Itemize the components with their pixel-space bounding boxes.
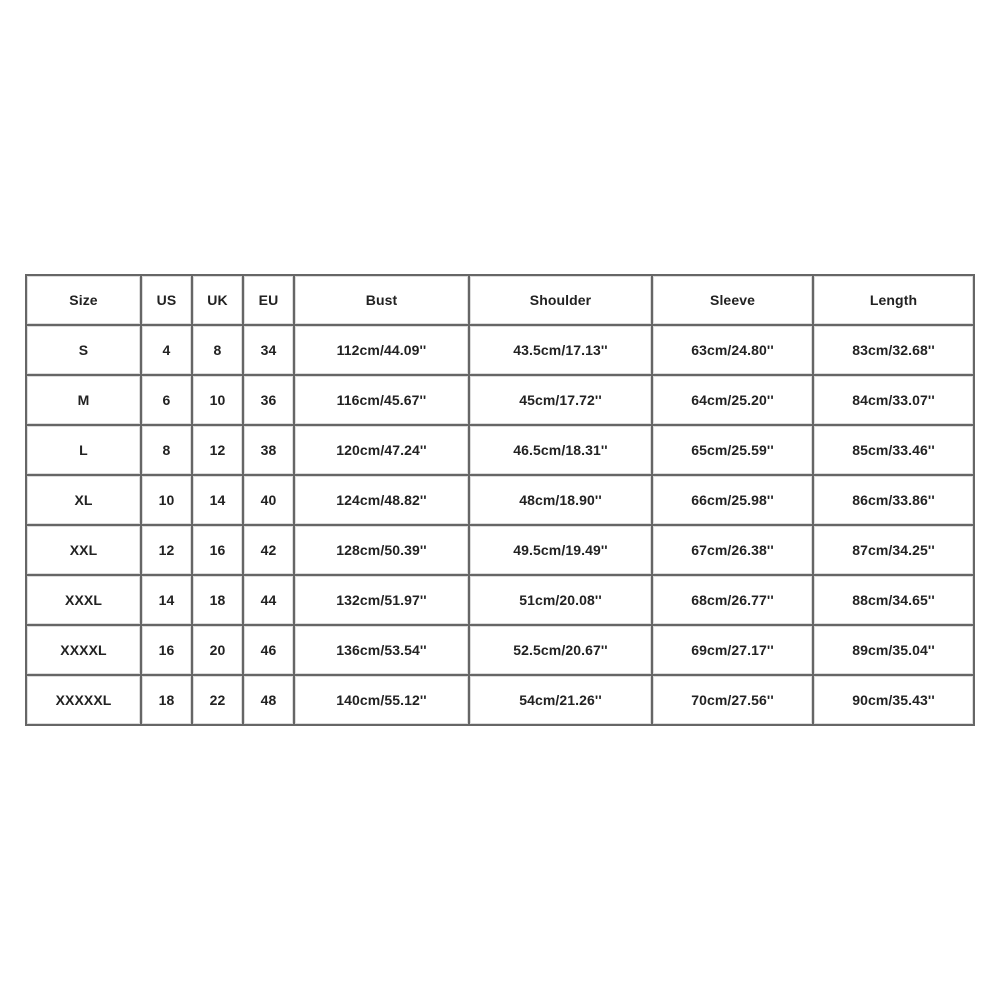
cell-sleeve: 69cm/27.17'' bbox=[652, 625, 813, 675]
cell-size: XXXXXL bbox=[26, 675, 141, 725]
header-us: US bbox=[141, 275, 192, 325]
cell-uk: 14 bbox=[192, 475, 243, 525]
cell-eu: 36 bbox=[243, 375, 294, 425]
cell-sleeve: 67cm/26.38'' bbox=[652, 525, 813, 575]
table-row bbox=[26, 475, 974, 525]
cell-bust: 120cm/47.24'' bbox=[294, 425, 469, 475]
cell-shoulder: 43.5cm/17.13'' bbox=[469, 325, 652, 375]
cell-bust: 132cm/51.97'' bbox=[294, 575, 469, 625]
cell-eu: 46 bbox=[243, 625, 294, 675]
cell-us: 8 bbox=[141, 425, 192, 475]
cell-us: 14 bbox=[141, 575, 192, 625]
header-eu: EU bbox=[243, 275, 294, 325]
cell-eu: 44 bbox=[243, 575, 294, 625]
cell-bust: 136cm/53.54'' bbox=[294, 625, 469, 675]
cell-length: 88cm/34.65'' bbox=[813, 575, 974, 625]
cell-sleeve: 64cm/25.20'' bbox=[652, 375, 813, 425]
cell-eu: 42 bbox=[243, 525, 294, 575]
header-size: Size bbox=[26, 275, 141, 325]
cell-us: 18 bbox=[141, 675, 192, 725]
cell-us: 10 bbox=[141, 475, 192, 525]
cell-us: 12 bbox=[141, 525, 192, 575]
cell-length: 87cm/34.25'' bbox=[813, 525, 974, 575]
cell-shoulder: 51cm/20.08'' bbox=[469, 575, 652, 625]
cell-length: 85cm/33.46'' bbox=[813, 425, 974, 475]
cell-bust: 140cm/55.12'' bbox=[294, 675, 469, 725]
cell-size: XXXXL bbox=[26, 625, 141, 675]
table-row bbox=[26, 575, 974, 625]
cell-sleeve: 68cm/26.77'' bbox=[652, 575, 813, 625]
cell-uk: 12 bbox=[192, 425, 243, 475]
cell-sleeve: 66cm/25.98'' bbox=[652, 475, 813, 525]
table-row bbox=[26, 325, 974, 375]
cell-uk: 16 bbox=[192, 525, 243, 575]
cell-us: 6 bbox=[141, 375, 192, 425]
header-bust: Bust bbox=[294, 275, 469, 325]
header-shoulder: Shoulder bbox=[469, 275, 652, 325]
cell-size: M bbox=[26, 375, 141, 425]
table-row bbox=[26, 375, 974, 425]
cell-size: XXXL bbox=[26, 575, 141, 625]
cell-uk: 8 bbox=[192, 325, 243, 375]
cell-eu: 40 bbox=[243, 475, 294, 525]
cell-eu: 34 bbox=[243, 325, 294, 375]
table-header-row bbox=[26, 275, 974, 325]
cell-uk: 20 bbox=[192, 625, 243, 675]
table-row bbox=[26, 425, 974, 475]
cell-us: 16 bbox=[141, 625, 192, 675]
cell-length: 83cm/32.68'' bbox=[813, 325, 974, 375]
cell-shoulder: 46.5cm/18.31'' bbox=[469, 425, 652, 475]
cell-shoulder: 49.5cm/19.49'' bbox=[469, 525, 652, 575]
cell-uk: 22 bbox=[192, 675, 243, 725]
cell-length: 84cm/33.07'' bbox=[813, 375, 974, 425]
cell-eu: 48 bbox=[243, 675, 294, 725]
cell-uk: 18 bbox=[192, 575, 243, 625]
cell-bust: 116cm/45.67'' bbox=[294, 375, 469, 425]
header-uk: UK bbox=[192, 275, 243, 325]
size-chart-table bbox=[25, 274, 975, 726]
cell-shoulder: 52.5cm/20.67'' bbox=[469, 625, 652, 675]
cell-size: XXL bbox=[26, 525, 141, 575]
cell-us: 4 bbox=[141, 325, 192, 375]
cell-bust: 112cm/44.09'' bbox=[294, 325, 469, 375]
cell-shoulder: 48cm/18.90'' bbox=[469, 475, 652, 525]
table-row bbox=[26, 625, 974, 675]
cell-length: 86cm/33.86'' bbox=[813, 475, 974, 525]
cell-size: XL bbox=[26, 475, 141, 525]
table-row bbox=[26, 675, 974, 725]
header-length: Length bbox=[813, 275, 974, 325]
cell-eu: 38 bbox=[243, 425, 294, 475]
cell-size: S bbox=[26, 325, 141, 375]
cell-length: 90cm/35.43'' bbox=[813, 675, 974, 725]
cell-sleeve: 63cm/24.80'' bbox=[652, 325, 813, 375]
table-row bbox=[26, 525, 974, 575]
cell-sleeve: 70cm/27.56'' bbox=[652, 675, 813, 725]
cell-shoulder: 54cm/21.26'' bbox=[469, 675, 652, 725]
cell-sleeve: 65cm/25.59'' bbox=[652, 425, 813, 475]
cell-size: L bbox=[26, 425, 141, 475]
cell-uk: 10 bbox=[192, 375, 243, 425]
cell-bust: 128cm/50.39'' bbox=[294, 525, 469, 575]
table-body bbox=[26, 325, 974, 725]
cell-shoulder: 45cm/17.72'' bbox=[469, 375, 652, 425]
cell-length: 89cm/35.04'' bbox=[813, 625, 974, 675]
header-sleeve: Sleeve bbox=[652, 275, 813, 325]
cell-bust: 124cm/48.82'' bbox=[294, 475, 469, 525]
